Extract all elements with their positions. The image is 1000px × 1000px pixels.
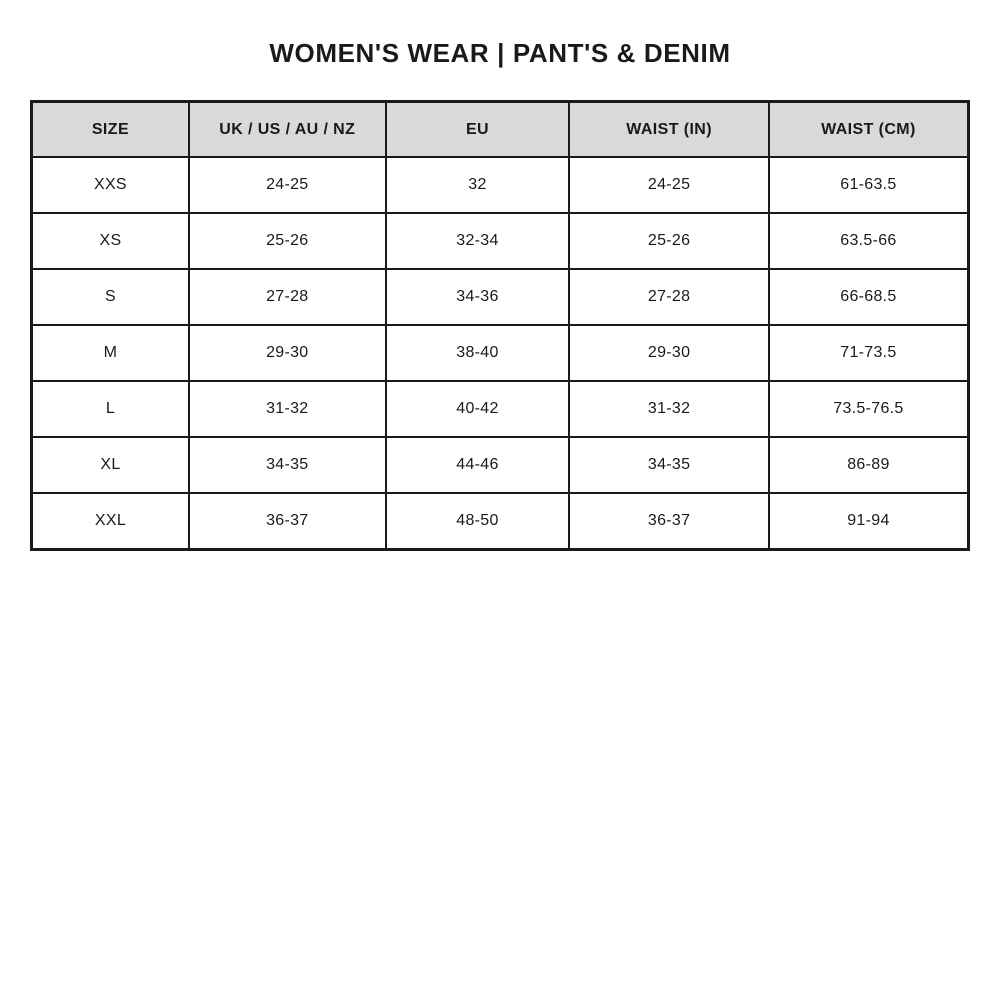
size-cell: XS [32,213,189,269]
table-row-m [32,325,969,381]
size-cell: M [32,325,189,381]
waist-cm-cell: 61-63.5 [769,157,969,213]
waist-cm-cell: 66-68.5 [769,269,969,325]
waist-cm-cell: 86-89 [769,437,969,493]
table-row-xs [32,213,969,269]
size-chart-table [30,100,970,551]
table-row-xxl [32,493,969,550]
eu-cell: 32 [386,157,570,213]
size-cell: L [32,381,189,437]
table-row-xxs [32,157,969,213]
uk-cell: 29-30 [189,325,386,381]
waist-cm-cell: 91-94 [769,493,969,550]
uk-cell: 25-26 [189,213,386,269]
waist-in-cell: 34-35 [569,437,769,493]
table-row-s [32,269,969,325]
size-cell: S [32,269,189,325]
eu-cell: 40-42 [386,381,570,437]
column-header-waist-in: WAIST (IN) [569,102,769,158]
column-header-size: SIZE [32,102,189,158]
column-header-uk-us-au-nz: UK / US / AU / NZ [189,102,386,158]
size-cell: XXS [32,157,189,213]
waist-cm-cell: 71-73.5 [769,325,969,381]
uk-cell: 24-25 [189,157,386,213]
table-row-xl [32,437,969,493]
waist-in-cell: 24-25 [569,157,769,213]
waist-in-cell: 31-32 [569,381,769,437]
waist-cm-cell: 73.5-76.5 [769,381,969,437]
eu-cell: 34-36 [386,269,570,325]
eu-cell: 44-46 [386,437,570,493]
waist-in-cell: 25-26 [569,213,769,269]
waist-in-cell: 36-37 [569,493,769,550]
column-header-eu: EU [386,102,570,158]
header-row [32,102,969,158]
column-header-waist-cm: WAIST (CM) [769,102,969,158]
waist-in-cell: 29-30 [569,325,769,381]
uk-cell: 34-35 [189,437,386,493]
waist-in-cell: 27-28 [569,269,769,325]
table-row-l [32,381,969,437]
uk-cell: 27-28 [189,269,386,325]
eu-cell: 32-34 [386,213,570,269]
page-title: WOMEN'S WEAR | PANT'S & DENIM [269,38,731,68]
eu-cell: 48-50 [386,493,570,550]
waist-cm-cell: 63.5-66 [769,213,969,269]
uk-cell: 36-37 [189,493,386,550]
uk-cell: 31-32 [189,381,386,437]
size-cell: XL [32,437,189,493]
size-cell: XXL [32,493,189,550]
eu-cell: 38-40 [386,325,570,381]
